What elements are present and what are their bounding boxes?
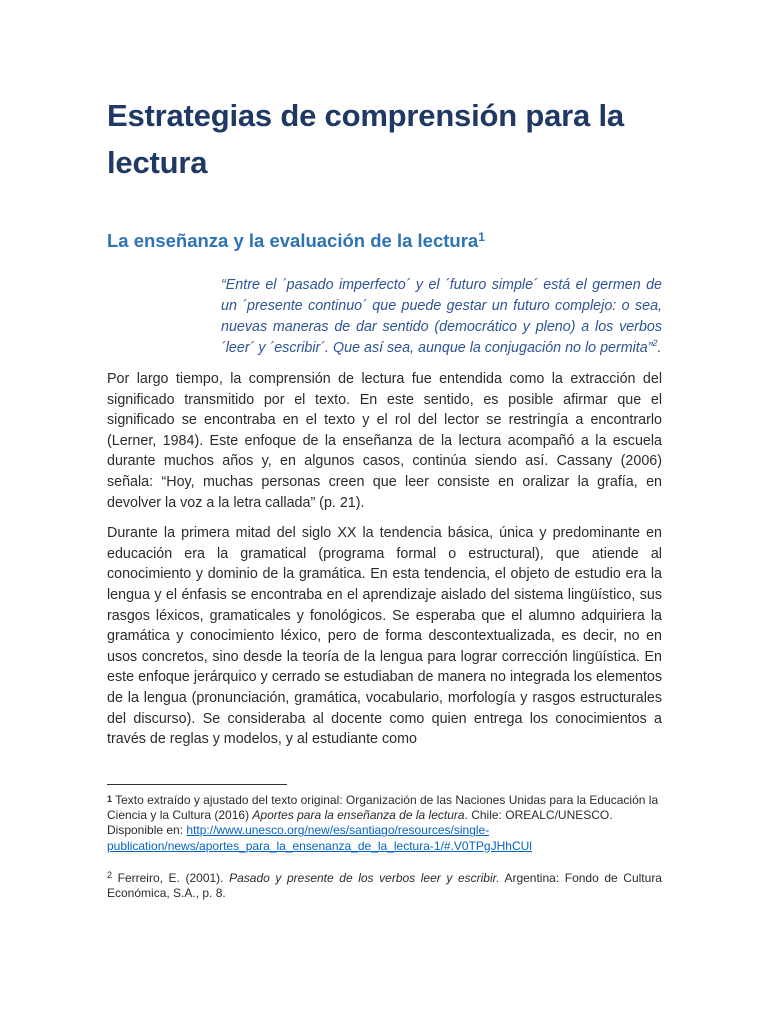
footnote-2-title: Pasado y presente de los verbos leer y escribir. <box>229 870 500 885</box>
document-title: Estrategias de comprensión para la lectura <box>107 98 624 180</box>
footnote-2-mark: 2 <box>107 869 113 880</box>
footnote-1-mark: 1 <box>107 794 113 804</box>
footnote-2-text: Ferreiro, E. (2001). <box>112 870 230 885</box>
epigraph-end: . <box>657 340 662 356</box>
footnote-2-text-after: Argentina: Fondo de Cultura Económica, S.A., p. 8. <box>107 870 662 901</box>
body-paragraph-1: Por largo tiempo, la comprensión de lectura fue entendida como la extracción del significado transmitido por el texto. En este sentido, es posible afirmar que el significado se encontraba en el texto y el rol del lector se restringía a encontrarlo (Lerner, 1984). Este enfoque de la enseñanza de la lectura acompañó a la escuela durante muchos años y, en algunos casos, continúa siendo así. Cassany (2006) señala: “Hoy, muchas personas creen que leer consiste en oralizar la grafía, en devolver la voz a la letra callada” (p. 21). <box>107 371 662 511</box>
footnotes <box>107 792 662 901</box>
section-heading-text: La enseñanza y la evaluación de la lectura <box>107 230 479 251</box>
footnote-1-text: Texto extraído y ajustado del texto original: Organización de las Naciones Unidas para la Educación la Ciencia y la Cultura (2016) <box>107 793 659 823</box>
section-heading <box>107 230 662 252</box>
footnote-ref-1: 1 <box>478 230 485 244</box>
footnote-1-text-after: . Chile: OREALC/UNESCO. Disponible en: <box>107 808 613 838</box>
footnote-1-title: Aportes para la enseñanza de la lectura <box>252 808 465 823</box>
body-paragraph-2: Durante la primera mitad del siglo XX la tendencia básica, única y predominante en educación era la gramatical (programa formal o estructural), que atiende al conocimiento y dominio de la gramática. En esta tendencia, el objeto de estudio era la lengua y el énfasis se encontraba en el aprendizaje aislado del sistema lingüístico, sus rasgos léxicos, gramaticales y fonológicos. Se esperaba que el alumno adquiriera la gramática y conocimiento léxico, pero de forma descontextualizada, es decir, no en usos concretos, sino desde la teoría de la lengua para lograr corrección lingüística. En este enfoque jerárquico y cerrado se estudiaban de manera no integrada los elementos de la lengua (pronunciación, gramática, vocabulario, morfología y rasgos estructurales del discurso). Se consideraba al docente como quien entrega los conocimientos a través de reglas y modelos, y al estudiante como <box>107 525 662 748</box>
epigraph-quote <box>221 275 662 359</box>
document-page <box>107 92 662 750</box>
footnote-2 <box>107 868 662 901</box>
epigraph-text: “Entre el ´pasado imperfecto´ y el ´futuro simple´ está el germen de un ´presente continuo´ que puede gestar un futuro complejo: o sea, nuevas maneras de dar sentido (democrático y pleno) a los verbos ´leer´ y ´escribir´. Que así sea, aunque la conjugación no lo permita” <box>221 277 662 356</box>
footnote-1 <box>107 792 662 854</box>
footnote-ref-2: 2 <box>652 338 658 348</box>
footnote-1-link[interactable]: http://www.unesco.org/new/es/santiago/resources/single-publication/news/aportes_para_la_ensenanza_de_la_lectura-1/#.V0TPgJHhCUl <box>107 823 532 853</box>
footnote-separator <box>107 784 287 785</box>
